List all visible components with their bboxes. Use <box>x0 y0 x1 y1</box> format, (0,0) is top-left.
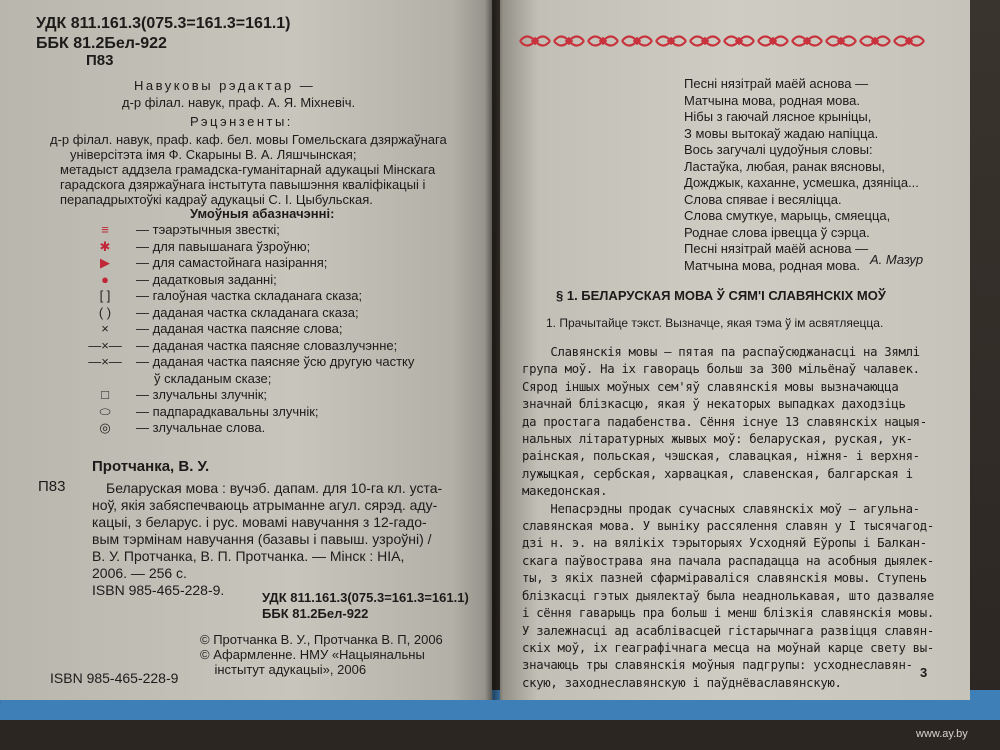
legend-text: ў складаным сказе; <box>154 370 272 386</box>
reviewer-line: гарадскога дзяржаўнага інстытута павышэння кваліфікацыі і <box>60 177 426 192</box>
biblio-line: ноў, якія забяспечваюць атрыманне агул. сярэд. аду- <box>92 497 438 513</box>
isbn: ISBN 985-465-228-9 <box>50 670 179 686</box>
body-line: група моў. На іх гавораць больш за 300 мільёнаў чалавек. <box>522 362 920 377</box>
epigraph-poem <box>684 76 919 274</box>
body-line: скага паўвострава яна пачала распадацца на асобныя дыялек- <box>522 553 934 568</box>
triangle-icon: ▶ <box>100 255 110 270</box>
reviewer-line: метадыст аддзела грамадска-гуманітарнай адукацыі Мінскага <box>60 162 436 177</box>
brackets-icon: [ ] <box>99 288 111 303</box>
page-number: 3 <box>920 665 928 680</box>
square-icon: □ <box>101 387 109 402</box>
body-line: дзі н. э. на вялікіх тэрыторыях Усходняй Еўропы і Балкан- <box>522 536 927 551</box>
body-line: скую, заходнеславянскую і паўднёваславянскую. <box>522 675 842 690</box>
exercise-instruction: 1. Прачытайце тэкст. Вызначце, якая тэма ў ім асвятляецца. <box>546 316 884 330</box>
book-gutter <box>485 0 503 700</box>
ornament-motif <box>758 37 788 46</box>
body-line: славянская мова. У выніку рассялення славян у I тысячагод- <box>522 519 934 534</box>
body-line: Непасрэдны продак сучасных славянскіх моў — агульна- <box>522 501 920 516</box>
reviewer-line: д-р філал. навук, праф. каф. бел. мовы Гомельскага дзяржаўнага <box>50 132 447 147</box>
ornament-motif <box>894 37 924 46</box>
ornament-motif <box>690 37 720 46</box>
poem-author: А. Мазур <box>870 252 924 267</box>
poem-line: З мовы вытокаў жадаю напіцца. <box>684 125 879 141</box>
body-line: значнай блізкасцю, якая ў некаторых выпадках даходзіць <box>522 397 906 412</box>
reviewers-heading: Рэцэнзенты: <box>190 114 293 129</box>
ornament-motif <box>860 37 890 46</box>
legend-text: — дадатковыя заданні; <box>136 271 277 287</box>
biblio-line: кацыі, з беларус. і рус. мовамі навучання з 12-гадо- <box>92 514 427 530</box>
bibliographic-record <box>92 480 442 599</box>
ornament-motif <box>792 37 822 46</box>
ornament-motif <box>724 37 754 46</box>
author-code: П83 <box>86 52 114 69</box>
body-line: У залежнасці ад асаблівасцей гістарычнага развіцця славян- <box>522 623 934 638</box>
oval-icon: ⬭ <box>99 403 111 419</box>
poem-line: Слова спявае і весяліцца. <box>684 191 842 207</box>
section-title: § 1. БЕЛАРУСКАЯ МОВА Ў СЯМ'І СЛАВЯНСКІХ МОЎ <box>556 288 886 303</box>
ornament-band <box>518 30 930 52</box>
poem-line: Дожджык, каханне, усмешка, дзяніца... <box>684 175 919 190</box>
legend-text: — злучальнае слова. <box>136 420 266 435</box>
body-line: блізкасці гэтых дыялектаў была неаднолькавая, што дазваляе <box>522 588 934 603</box>
ornament-motif <box>520 37 550 46</box>
copyright-line: інстытут адукацыі», 2006 <box>200 662 367 677</box>
body-line: лужыцкая, сербская, харвацкая, славенская, балгарская і <box>522 466 913 481</box>
ornament-motif <box>588 37 618 46</box>
star-icon: ✱ <box>99 238 111 254</box>
ornament-motif <box>656 37 686 46</box>
list-icon: ≡ <box>101 222 109 237</box>
copyright-line: © Протчанка В. У., Протчанка В. П, 2006 <box>200 632 443 647</box>
biblio-line: вым тэрмінам навучання (базавы і павыш. узроўні) / <box>92 531 432 547</box>
watermark: www.ay.by <box>916 728 968 740</box>
catalog-code: П83 <box>38 478 66 495</box>
reviewer-line: універсітэта імя Ф. Скарыны В. А. Ляшчынская; <box>70 147 357 162</box>
body-line: нальных літаратурных жывых моў: беларуская, руская, ук- <box>522 432 913 447</box>
legend-text: — падпарадкавальны злучнік; <box>136 403 319 419</box>
biblio-line: Беларуская мова : вучэб. дапам. для 10-га кл. уста- <box>106 480 443 496</box>
body-line: Сярод іншых моўных сем'яў славянскія мовы вызначаюцца <box>522 379 899 394</box>
body-line: да простага падабенства. Сёння існуе 13 славянскіх нацыя- <box>522 414 927 429</box>
reviewers-list <box>50 132 447 207</box>
udk-code: УДК 811.161.3(075.3=161.3=161.1) <box>36 15 291 32</box>
poem-line: Песні нязітрай маёй аснова — <box>684 76 869 91</box>
legend-text: — для павышанага ўзроўню; <box>136 238 311 254</box>
ornament-motif <box>622 37 652 46</box>
bbk-code: ББК 81.2Бел-922 <box>36 35 167 52</box>
parentheses-icon: ( ) <box>98 304 112 320</box>
body-line: раінская, польская, чэшская, славацкая, ніжня- і верхня- <box>522 449 920 464</box>
legend-text: — злучальны злучнік; <box>136 387 268 402</box>
cross-icon: × <box>101 321 109 336</box>
biblio-line: 2006. — 256 с. <box>92 565 187 581</box>
poem-line: Слова смуткуе, марыць, смяецца, <box>684 208 891 223</box>
body-text <box>522 344 934 692</box>
copyright-line: © Афармленне. НМУ «Нацыянальны <box>200 647 425 662</box>
poem-line: Матчына мова, родная мова. <box>684 257 860 273</box>
body-line: Славянскія мовы — пятая па распаўсюджанасці на Зямлі <box>522 345 920 359</box>
udk-code-footer: УДК 811.161.3(075.3=161.3=161.1) <box>262 590 469 605</box>
copyright-block <box>200 632 443 677</box>
udk-block-footer <box>262 590 469 622</box>
ornament-motif <box>826 37 856 46</box>
legend-text: — галоўная частка складанага сказа; <box>136 288 363 303</box>
body-line: значаюць тры славянскія моўныя падгрупы: усходнеславян- <box>522 658 913 673</box>
biblio-line: В. У. Протчанка, В. П. Протчанка. — Мінск : НІА, <box>92 548 405 564</box>
reviewer-line: перападрыхтоўкі кадраў адукацыі С. І. Цыбульская. <box>60 192 373 207</box>
legend-text: — даданая частка паясняе слова; <box>136 321 343 336</box>
poem-line: Нібы з гаючай лясное крыніцы, <box>684 109 872 124</box>
legend-text: — даданая частка паясняе ўсю другую частку <box>136 354 415 369</box>
poem-line: Матчына мова, родная мова. <box>684 92 860 108</box>
ornament-motif <box>554 37 584 46</box>
legend-text: — даданая частка паясняе словазлучэнне; <box>136 337 398 353</box>
bbk-code-footer: ББК 81.2Бел-922 <box>262 606 369 621</box>
legend-text: — даданая частка складанага сказа; <box>136 304 359 320</box>
cross-dash-icon: —×— <box>88 354 122 369</box>
editor-name: д-р філал. навук, праф. А. Я. Міхневіч. <box>122 95 356 110</box>
cross-dash-icon: —×— <box>88 337 122 353</box>
catalog-author: Протчанка, В. У. <box>92 458 210 475</box>
poem-line: Ластаўка, любая, ранак вясновы, <box>684 158 885 174</box>
poem-line: Вось загучалі цудоўныя словы: <box>684 142 873 157</box>
poem-line: Роднае слова ірвецца ў сэрца. <box>684 224 870 240</box>
poem-line: Песні нязітрай маёй аснова — <box>684 241 869 256</box>
body-line: і сёння гаварыць пра больш і менш блізкія славянскія мовы. <box>522 606 934 621</box>
body-line: ты, з якіх пазней сфарміраваліся славянскія мовы. Ступень <box>522 571 927 586</box>
double-oval-icon: ◎ <box>99 420 111 435</box>
body-line: македонская. <box>522 484 608 499</box>
legend-text: — для самастойнага назірання; <box>136 255 328 270</box>
legend-title: Умоўныя абазначэнні: <box>190 206 335 221</box>
biblio-line: ISBN 985-465-228-9. <box>92 582 225 598</box>
body-line: скіх моў, іх геаграфічнага месца на моўнай карце свету вы- <box>522 640 934 655</box>
editor-heading: Навуковы рэдактар — <box>134 78 316 93</box>
udk-block <box>36 14 291 54</box>
legend-text: — тэарэтычныя звесткі; <box>136 222 280 237</box>
dot-icon: ● <box>101 271 109 287</box>
